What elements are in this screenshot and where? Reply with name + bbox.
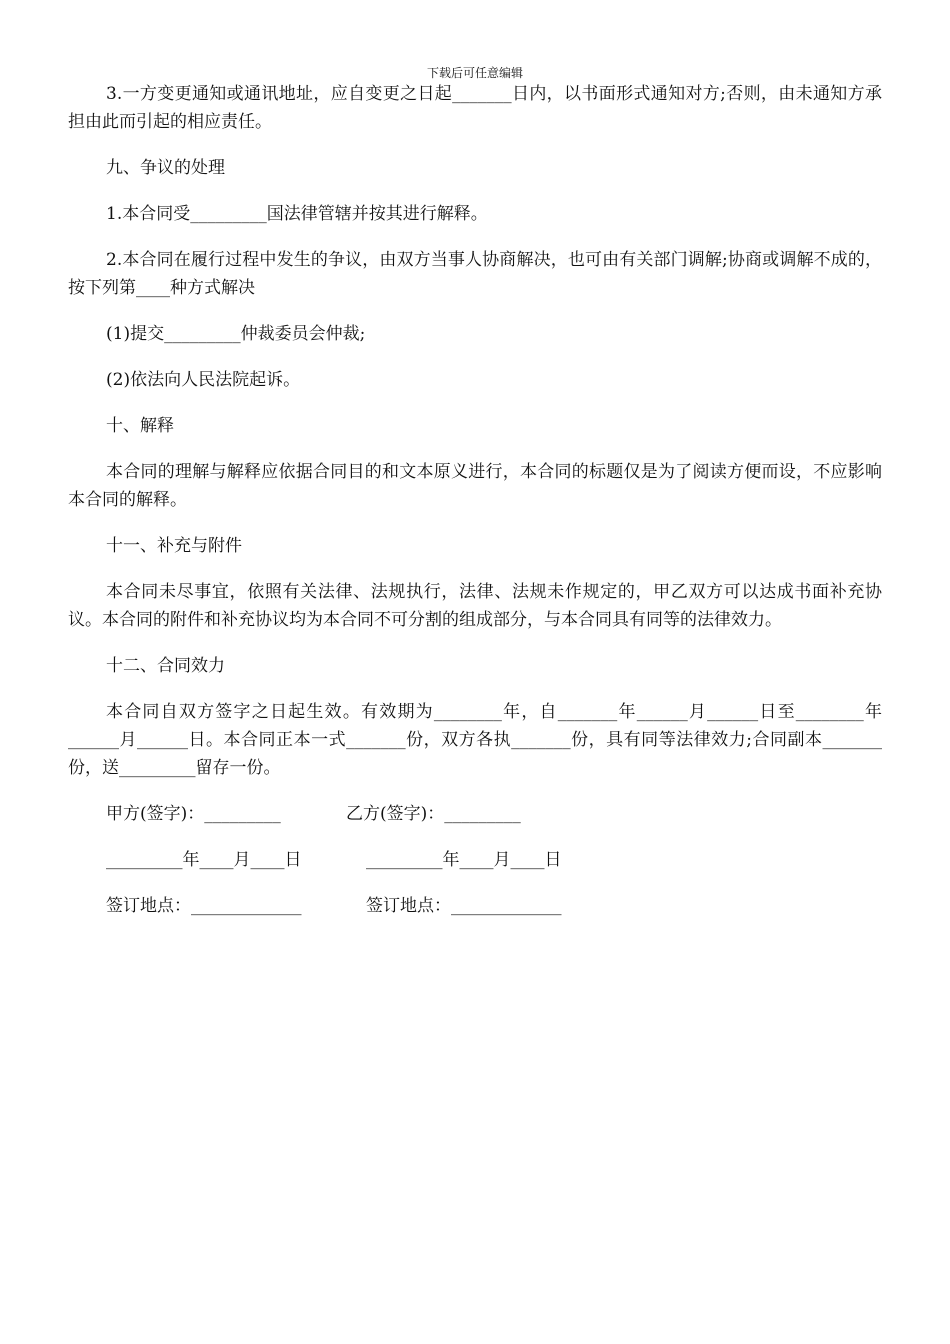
- clause-10-text: 本合同的理解与解释应依据合同目的和文本原义进行，本合同的标题仅是为了阅读方便而设，不应影响本合同的解释。: [68, 462, 882, 510]
- party-b-signature: 乙方(签字)：_________: [346, 804, 521, 824]
- clause-12-text: 本合同自双方签字之日起生效。有效期为________年，自_______年______月______日至________年______月______日。本合同正本一式_______份，双方各执_______份，具有同等法律效力;合同副本_______份，送_________留存一份。: [68, 702, 882, 778]
- clause-9-1: 1.本合同受_________国法律管辖并按其进行解释。: [106, 204, 488, 224]
- contract-body: [68, 80, 882, 938]
- party-b-place: 签订地点：_____________: [366, 896, 562, 916]
- date-row: [68, 846, 882, 874]
- clause-11-text: 本合同未尽事宜，依照有关法律、法规执行，法律、法规未作规定的，甲乙双方可以达成书面补充协议。本合同的附件和补充协议均为本合同不可分割的组成部分，与本合同具有同等的法律效力。: [68, 582, 882, 630]
- clause-9-2: 2.本合同在履行过程中发生的争议，由双方当事人协商解决，也可由有关部门调解;协商或调解不成的，按下列第____种方式解决: [68, 250, 882, 298]
- section-heading-11: 十一、补充与附件: [106, 536, 242, 556]
- page-header-note: 下载后可任意编辑: [426, 66, 523, 80]
- section-heading-10: 十、解释: [106, 416, 174, 436]
- section-heading-9: 九、争议的处理: [106, 158, 225, 178]
- clause-9-2-option-2: (2)依法向人民法院起诉。: [106, 370, 301, 390]
- signature-row: [68, 800, 882, 828]
- party-a-date: _________年____月____日: [106, 850, 302, 870]
- party-a-place: 签订地点：_____________: [106, 896, 302, 916]
- clause-8-3: 3.一方变更通知或通讯地址，应自变更之日起_______日内，以书面形式通知对方;否则，由未通知方承担由此而引起的相应责任。: [68, 84, 882, 132]
- place-row: [68, 892, 882, 920]
- party-a-signature: 甲方(签字)：_________: [106, 804, 281, 824]
- party-b-date: _________年____月____日: [366, 850, 562, 870]
- clause-9-2-option-1: (1)提交_________仲裁委员会仲裁;: [106, 324, 366, 344]
- section-heading-12: 十二、合同效力: [106, 656, 225, 676]
